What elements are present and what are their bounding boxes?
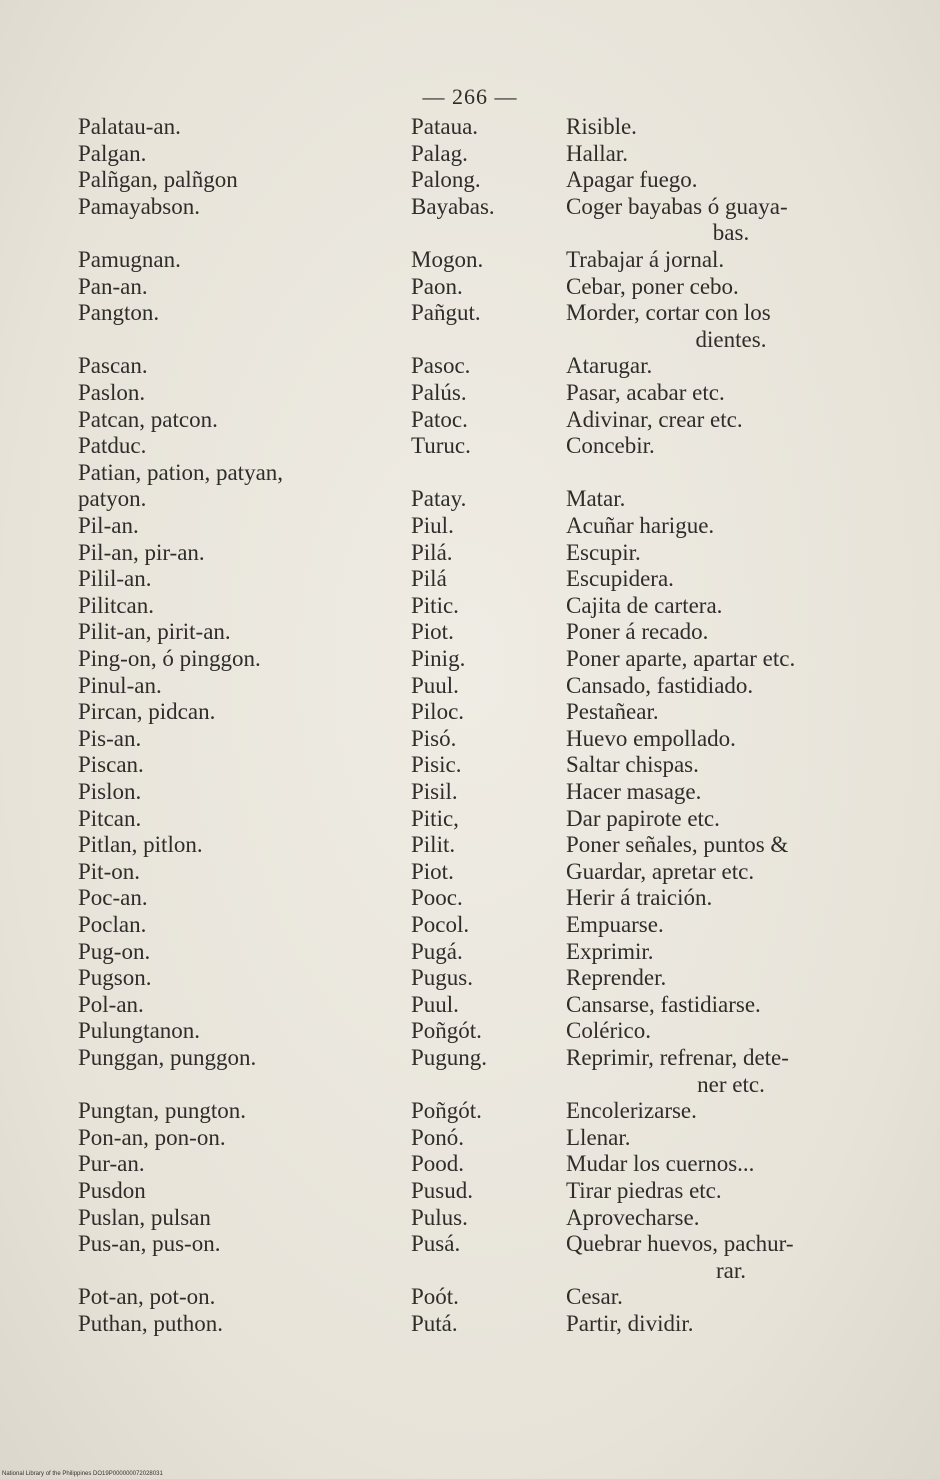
entry-meaning <box>566 806 896 833</box>
entry-root: Pooc. <box>411 885 463 911</box>
entry-root: Pilá. <box>411 539 453 565</box>
entry-root: Turuc. <box>411 433 471 459</box>
entry-root: Pulus. <box>411 1204 468 1230</box>
entry-meaning <box>566 141 896 168</box>
entry-root: Poñgót. <box>411 1098 482 1124</box>
entry-meaning <box>566 1125 896 1152</box>
entry-meaning <box>566 486 896 513</box>
entry-meaning-text: Tirar piedras etc. <box>566 1178 722 1203</box>
entry-meaning-text: Partir, dividir. <box>566 1311 694 1336</box>
entry-term: Ping-on, ó pinggon. <box>78 646 261 671</box>
entry-meaning-text: Escupidera. <box>566 566 674 592</box>
entry-term: Pilit-an, pirit-an. <box>78 619 231 645</box>
entry-meaning-text: Aprovecharse. <box>566 1204 700 1230</box>
entry-meaning <box>566 380 896 407</box>
entry-term: Palñgan, palñgon <box>78 167 238 193</box>
entry-meaning-text: Concebir. <box>566 433 655 459</box>
entry-meaning <box>566 726 896 753</box>
entry-root: Pugung. <box>411 1045 488 1070</box>
entry-meaning <box>566 1098 896 1125</box>
entry-meaning-text: Adivinar, crear etc. <box>566 406 743 432</box>
entry-root: Pood. <box>411 1151 465 1177</box>
entry-meaning <box>566 167 896 194</box>
entry-root: Pugus. <box>411 965 473 991</box>
entry-meaning-text: Huevo empollado. <box>566 725 736 751</box>
entry-term: Pis-an. <box>78 725 142 751</box>
entry-root: Putá. <box>411 1311 458 1336</box>
entry-meaning-text: Escupir. <box>566 539 641 565</box>
entry-term: Pilitcan. <box>78 592 155 618</box>
entry-term: Pitcan. <box>78 805 142 831</box>
entry-term: Pil-an, pir-an. <box>78 539 205 565</box>
entry-meaning-text: Herir á traición. <box>566 885 713 911</box>
entry-root: Piul. <box>411 513 454 538</box>
entry-meaning <box>566 965 896 992</box>
entry-root: Pugá. <box>411 938 463 964</box>
entry-meaning-continuation: bas. <box>712 220 750 246</box>
entry-meaning-text: Mudar los cuernos... <box>566 1151 755 1177</box>
entry-term: Pamugnan. <box>78 247 181 272</box>
entry-term: Pon-an, pon-on. <box>78 1124 226 1150</box>
entry-root: Ponó. <box>411 1124 465 1150</box>
entry-term: Pascan. <box>78 353 148 379</box>
entry-root: Poñgót. <box>411 1018 482 1044</box>
entry-meaning-text: Apagar fuego. <box>566 167 698 193</box>
entry-meaning-text: Atarugar. <box>566 353 653 379</box>
entry-meaning-text: Trabajar á jornal. <box>566 247 725 272</box>
entry-root: Bayabas. <box>411 193 495 219</box>
library-footer: National Library of the Philippines DO19P000000072028031 <box>2 1471 163 1477</box>
entry-term: Pan-an. <box>78 273 148 299</box>
entry-root: Pilá <box>411 566 447 592</box>
entry-term: Patduc. <box>78 433 147 459</box>
entry-term: Pur-an. <box>78 1151 145 1177</box>
entry-meaning-text: Llenar. <box>566 1124 631 1150</box>
entry-root: Pusud. <box>411 1178 473 1203</box>
entry-term: Pinul-an. <box>78 672 162 698</box>
entry-meaning <box>566 673 896 700</box>
entry-meaning-text: Cajita de cartera. <box>566 592 723 618</box>
entry-meaning-text: Coger bayabas ó guaya- <box>566 193 788 219</box>
entry-term: Paslon. <box>78 380 146 405</box>
entry-root: Palong. <box>411 167 481 193</box>
entry-root: Poót. <box>411 1284 459 1310</box>
entry-meaning <box>566 646 896 673</box>
entry-meaning-continuation: rar. <box>715 1257 746 1283</box>
entry-term: Punggan, punggon. <box>78 1045 257 1070</box>
entry-root: Pinig. <box>411 646 466 671</box>
entry-root: Puul. <box>411 672 459 698</box>
entry-meaning <box>566 992 896 1019</box>
entry-meaning-text: Encolerizarse. <box>566 1098 697 1124</box>
entry-meaning <box>566 353 896 380</box>
entry-meaning-text: Colérico. <box>566 1018 651 1044</box>
entry-meaning-text: Poner señales, puntos & <box>566 832 789 858</box>
entry-meaning-text: Empuarse. <box>566 912 664 937</box>
entry-meaning <box>566 939 896 966</box>
entry-meaning-text: Risible. <box>566 114 637 139</box>
entry-root: Pisic. <box>411 752 462 778</box>
entry-meaning <box>566 114 896 141</box>
entry-term: Pil-an. <box>78 513 139 538</box>
entry-root: Paon. <box>411 273 463 299</box>
entry-meaning <box>566 885 896 912</box>
entry-meaning-text: Cesar. <box>566 1284 623 1310</box>
entry-meaning-text: Dar papirote etc. <box>566 805 720 831</box>
entry-term: Pitlan, pitlon. <box>78 832 203 858</box>
entry-meaning-text: Saltar chispas. <box>566 752 699 778</box>
entry-root: Patoc. <box>411 406 468 432</box>
entry-root: Pisil. <box>411 779 458 804</box>
entry-meaning-text: Cebar, poner cebo. <box>566 273 739 299</box>
entry-meaning <box>566 752 896 779</box>
entry-meaning-text: Reprender. <box>566 965 667 991</box>
entry-meaning-text: Poner á recado. <box>566 619 709 645</box>
entry-root: Piot. <box>411 619 454 645</box>
entry-meaning <box>566 619 896 646</box>
entry-term: Palgan. <box>78 140 147 166</box>
entry-root: Pañgut. <box>411 300 481 326</box>
entry-term: Puthan, puthon. <box>78 1311 224 1336</box>
entry-meaning <box>566 593 896 620</box>
entry-term: Pus-an, pus-on. <box>78 1231 221 1257</box>
entry-root: Pusá. <box>411 1231 461 1257</box>
entry-meaning-text: Morder, cortar con los <box>566 300 771 326</box>
entry-term: Pit-on. <box>78 858 140 884</box>
entry-term: Pusdon <box>78 1178 146 1203</box>
entry-meaning-text: Quebrar huevos, pachur- <box>566 1231 794 1257</box>
entry-term: Palatau-an. <box>78 114 181 139</box>
page-number: — 266 — <box>422 84 518 109</box>
entry-meaning <box>566 1311 896 1338</box>
entry-term: Piscan. <box>78 752 144 778</box>
entry-meaning <box>566 433 896 460</box>
entry-term: Puslan, pulsan <box>78 1204 211 1230</box>
entry-term: Pungtan, pungton. <box>78 1098 247 1124</box>
entry-meaning <box>566 699 896 726</box>
entry-meaning <box>566 513 896 540</box>
entry-meaning <box>566 1178 896 1205</box>
entry-meaning <box>566 832 896 859</box>
entry-term: Pulungtanon. <box>78 1018 201 1044</box>
entry-term: Pircan, pidcan. <box>78 699 216 725</box>
entry-meaning-text: Cansarse, fastidiarse. <box>566 991 761 1017</box>
entry-meaning <box>566 247 896 274</box>
entry-meaning-continuation: ner etc. <box>697 1071 765 1097</box>
entry-meaning-continuation: dientes. <box>695 326 767 352</box>
entry-root: Palag. <box>411 140 468 166</box>
entry-meaning <box>566 859 896 886</box>
entry-meaning <box>566 194 896 247</box>
entry-term: Pangton. <box>78 300 160 326</box>
entry-term: Patian, pation, patyan, <box>78 459 284 485</box>
entry-meaning <box>566 300 896 353</box>
entry-meaning <box>566 540 896 567</box>
entry-term: Patcan, patcon. <box>78 406 218 432</box>
entry-meaning <box>566 407 896 434</box>
entry-meaning-text: Poner aparte, apartar etc. <box>566 646 796 671</box>
entry-term: Pugson. <box>78 965 152 991</box>
entry-meaning <box>566 1045 896 1098</box>
entry-term: Pilil-an. <box>78 566 152 592</box>
entry-meaning <box>566 1018 896 1045</box>
entry-meaning-text: Acuñar harigue. <box>566 513 715 538</box>
entry-meaning-text: Matar. <box>566 486 626 512</box>
entry-meaning <box>566 1205 896 1232</box>
entry-root: Pitic, <box>411 805 459 831</box>
entry-meaning-text: Hallar. <box>566 140 628 166</box>
entry-term: Pot-an, pot-on. <box>78 1284 216 1310</box>
entry-root: Pitic. <box>411 592 459 618</box>
entry-term: Pamayabson. <box>78 193 201 219</box>
entry-meaning <box>566 274 896 301</box>
entry-meaning-text: Pestañear. <box>566 699 659 725</box>
entry-root: Palús. <box>411 380 467 405</box>
entry-term: patyon. <box>78 486 147 512</box>
entry-root: Pasoc. <box>411 353 471 379</box>
entry-root: Piloc. <box>411 699 465 725</box>
entry-meaning-text: Guardar, apretar etc. <box>566 858 755 884</box>
entry-root: Puul. <box>411 991 459 1017</box>
entry-meaning-text: Cansado, fastidiado. <box>566 672 754 698</box>
entry-meaning-text: Exprimir. <box>566 938 654 964</box>
entry-meaning <box>566 566 896 593</box>
entry-root: Piot. <box>411 858 454 884</box>
entry-root: Pataua. <box>411 114 479 139</box>
entry-meaning-text: Pasar, acabar etc. <box>566 380 725 405</box>
entry-meaning <box>566 779 896 806</box>
entry-root: Patay. <box>411 486 467 512</box>
entry-meaning <box>566 1231 896 1284</box>
entry-term: Pug-on. <box>78 938 151 964</box>
entry-term: Poclan. <box>78 912 147 937</box>
entry-meaning-text: Reprimir, refrenar, dete- <box>566 1045 789 1070</box>
entry-meaning-text: Hacer masage. <box>566 779 702 804</box>
entry-root: Pisó. <box>411 725 457 751</box>
entry-meaning <box>566 1151 896 1178</box>
entry-root: Mogon. <box>411 247 484 272</box>
entry-term: Poc-an. <box>78 885 148 911</box>
entry-meaning <box>566 912 896 939</box>
entry-meaning <box>566 1284 896 1311</box>
entry-term: Pislon. <box>78 779 142 804</box>
entry-root: Pocol. <box>411 912 470 937</box>
entry-term: Pol-an. <box>78 991 144 1017</box>
entry-root: Pilit. <box>411 832 456 858</box>
